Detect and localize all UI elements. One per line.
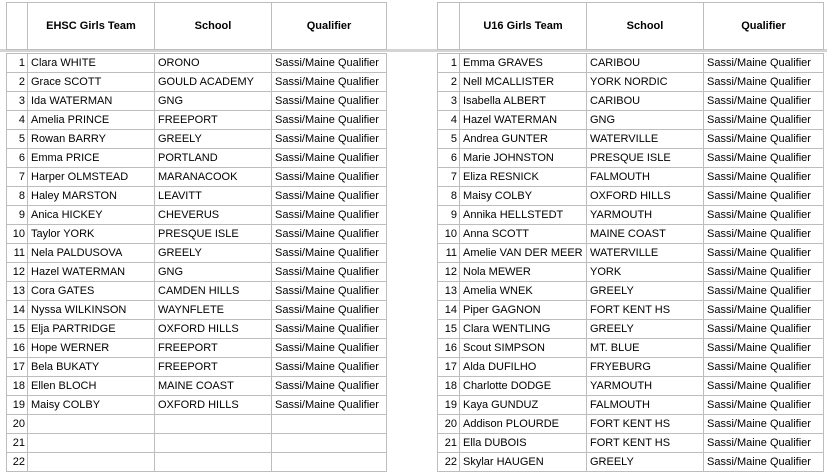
row-number[interactable]: 3 [438,92,460,111]
qualifier-cell[interactable]: Sassi/Maine Qualifier [704,168,824,187]
table-row [7,301,387,320]
table-row [7,73,387,92]
athlete-name-cell[interactable]: Ida WATERMAN [28,92,155,111]
school-cell[interactable]: GREELY [155,244,272,263]
school-cell[interactable]: GREELY [587,453,704,472]
row-number[interactable]: 14 [438,301,460,320]
row-number[interactable]: 1 [438,54,460,73]
qualifier-cell[interactable]: Sassi/Maine Qualifier [704,434,824,453]
row-number[interactable]: 16 [438,339,460,358]
athlete-name-cell[interactable]: Nell MCALLISTER [460,73,587,92]
table-row [7,225,387,244]
athlete-name-cell[interactable]: Hazel WATERMAN [28,263,155,282]
table-row [438,111,824,130]
athlete-name-cell[interactable]: Hope WERNER [28,339,155,358]
school-cell[interactable]: WATERVILLE [587,244,704,263]
table-row [7,415,387,434]
table-row [7,434,387,453]
school-cell[interactable]: CARIBOU [587,54,704,73]
school-cell[interactable]: FORT KENT HS [587,301,704,320]
school-cell[interactable]: MARANACOOK [155,168,272,187]
school-cell[interactable] [155,434,272,453]
row-number[interactable]: 17 [7,358,28,377]
row-number[interactable]: 20 [7,415,28,434]
table-row [7,149,387,168]
athlete-name-cell[interactable]: Anna SCOTT [460,225,587,244]
qualifier-cell[interactable]: Sassi/Maine Qualifier [704,301,824,320]
athlete-name-cell[interactable] [28,415,155,434]
header-row [7,3,387,50]
school-cell[interactable]: GREELY [155,130,272,149]
table-row [7,263,387,282]
qualifier-cell[interactable]: Sassi/Maine Qualifier [272,92,387,111]
row-number[interactable]: 15 [438,320,460,339]
row-number[interactable]: 21 [438,434,460,453]
row-number[interactable]: 3 [7,92,28,111]
school-cell[interactable]: CARIBOU [587,92,704,111]
qualifier-cell[interactable]: Sassi/Maine Qualifier [704,130,824,149]
qualifier-column-header[interactable]: Qualifier [704,3,824,50]
athlete-name-cell[interactable]: Nela PALDUSOVA [28,244,155,263]
row-number[interactable]: 16 [7,339,28,358]
athlete-name-cell[interactable]: Nyssa WILKINSON [28,301,155,320]
qualifier-cell[interactable]: Sassi/Maine Qualifier [704,377,824,396]
table-row [7,396,387,415]
athlete-name-cell[interactable]: Nola MEWER [460,263,587,282]
qualifier-cell[interactable]: Sassi/Maine Qualifier [272,54,387,73]
athlete-name-cell[interactable]: Skylar HAUGEN [460,453,587,472]
athlete-name-cell[interactable]: Piper GAGNON [460,301,587,320]
qualifier-cell[interactable]: Sassi/Maine Qualifier [704,358,824,377]
qualifier-cell[interactable]: Sassi/Maine Qualifier [704,111,824,130]
row-number[interactable]: 21 [7,434,28,453]
school-cell[interactable]: WATERVILLE [587,130,704,149]
team-column-header[interactable]: EHSC Girls Team [28,3,155,50]
table-row [438,282,824,301]
qualifier-cell[interactable]: Sassi/Maine Qualifier [704,187,824,206]
school-cell[interactable]: YARMOUTH [587,377,704,396]
row-number[interactable]: 5 [7,130,28,149]
qualifier-cell[interactable]: Sassi/Maine Qualifier [272,206,387,225]
table-row [438,415,824,434]
athlete-name-cell[interactable]: Amelie VAN DER MEER [460,244,587,263]
school-cell[interactable]: WAYNFLETE [155,301,272,320]
athlete-name-cell[interactable]: Kaya GUNDUZ [460,396,587,415]
qualifier-cell[interactable]: Sassi/Maine Qualifier [704,415,824,434]
qualifier-cell[interactable]: Sassi/Maine Qualifier [272,282,387,301]
school-cell[interactable]: MAINE COAST [587,225,704,244]
row-number[interactable]: 6 [438,149,460,168]
qualifier-column-header[interactable]: Qualifier [272,3,387,50]
row-number-header[interactable] [7,3,28,50]
table-row [7,187,387,206]
qualifier-cell[interactable]: Sassi/Maine Qualifier [272,396,387,415]
qualifier-cell[interactable]: Sassi/Maine Qualifier [272,358,387,377]
table-row [7,92,387,111]
row-number[interactable]: 18 [438,377,460,396]
table-row [7,282,387,301]
table-row [438,339,824,358]
athlete-name-cell[interactable]: Scout SIMPSON [460,339,587,358]
athlete-name-cell[interactable]: Eliza RESNICK [460,168,587,187]
athlete-name-cell[interactable]: Taylor YORK [28,225,155,244]
qualifier-cell[interactable]: Sassi/Maine Qualifier [704,453,824,472]
athlete-name-cell[interactable]: Amelia WNEK [460,282,587,301]
school-cell[interactable]: GREELY [587,282,704,301]
athlete-name-cell[interactable]: Anica HICKEY [28,206,155,225]
school-cell[interactable]: FORT KENT HS [587,415,704,434]
row-number[interactable]: 22 [438,453,460,472]
school-cell[interactable]: FORT KENT HS [587,434,704,453]
school-cell[interactable]: MAINE COAST [155,377,272,396]
row-number[interactable]: 14 [7,301,28,320]
school-cell[interactable]: FREEPORT [155,111,272,130]
school-cell[interactable]: FRYEBURG [587,358,704,377]
athlete-name-cell[interactable]: Clara WHITE [28,54,155,73]
table-row [438,301,824,320]
row-number[interactable]: 4 [438,111,460,130]
row-number[interactable]: 12 [7,263,28,282]
athlete-name-cell[interactable]: Marie JOHNSTON [460,149,587,168]
qualifier-cell[interactable]: Sassi/Maine Qualifier [704,396,824,415]
school-cell[interactable]: PRESQUE ISLE [155,225,272,244]
row-number[interactable]: 4 [7,111,28,130]
ehsc-girls-team-sheet [6,2,387,472]
row-number[interactable]: 9 [7,206,28,225]
qualifier-cell[interactable]: Sassi/Maine Qualifier [704,225,824,244]
qualifier-cell[interactable]: Sassi/Maine Qualifier [272,320,387,339]
school-cell[interactable]: YORK [587,263,704,282]
row-number[interactable]: 15 [7,320,28,339]
qualifier-cell[interactable]: Sassi/Maine Qualifier [272,73,387,92]
table-row [7,244,387,263]
school-cell[interactable]: PRESQUE ISLE [587,149,704,168]
row-number[interactable]: 8 [438,187,460,206]
table-row [7,453,387,472]
u16-girls-team-rows [438,54,824,472]
table-row [438,453,824,472]
row-number[interactable]: 1 [7,54,28,73]
athlete-name-cell[interactable]: Elja PARTRIDGE [28,320,155,339]
table-row [438,396,824,415]
athlete-name-cell[interactable]: Maisy COLBY [460,187,587,206]
school-cell[interactable] [155,453,272,472]
qualifier-cell[interactable] [272,415,387,434]
school-column-header[interactable]: School [587,3,704,50]
school-cell[interactable]: PORTLAND [155,149,272,168]
u16-girls-team-sheet [437,2,824,472]
qualifier-cell[interactable] [272,434,387,453]
row-number[interactable]: 10 [438,225,460,244]
table-row [7,320,387,339]
athlete-name-cell[interactable]: Charlotte DODGE [460,377,587,396]
table-row [7,54,387,73]
athlete-name-cell[interactable]: Emma PRICE [28,149,155,168]
table-row [438,434,824,453]
athlete-name-cell[interactable]: Alda DUFILHO [460,358,587,377]
row-number[interactable]: 11 [438,244,460,263]
school-cell[interactable]: OXFORD HILLS [155,396,272,415]
athlete-name-cell[interactable]: Clara WENTLING [460,320,587,339]
table-row [7,206,387,225]
athlete-name-cell[interactable]: Addison PLOURDE [460,415,587,434]
table-row [438,225,824,244]
school-cell[interactable]: GOULD ACADEMY [155,73,272,92]
row-number[interactable]: 12 [438,263,460,282]
qualifier-cell[interactable]: Sassi/Maine Qualifier [272,339,387,358]
row-number[interactable]: 20 [438,415,460,434]
school-cell[interactable]: CHEVERUS [155,206,272,225]
qualifier-cell[interactable]: Sassi/Maine Qualifier [704,263,824,282]
row-number[interactable]: 7 [438,168,460,187]
table-row [7,339,387,358]
qualifier-cell[interactable]: Sassi/Maine Qualifier [704,92,824,111]
school-cell[interactable]: FREEPORT [155,358,272,377]
athlete-name-cell[interactable] [28,434,155,453]
qualifier-cell[interactable]: Sassi/Maine Qualifier [704,282,824,301]
row-number-header[interactable] [438,3,460,50]
athlete-name-cell[interactable]: Hazel WATERMAN [460,111,587,130]
qualifier-cell[interactable]: Sassi/Maine Qualifier [704,339,824,358]
athlete-name-cell[interactable]: Harper OLMSTEAD [28,168,155,187]
row-number[interactable]: 13 [7,282,28,301]
qualifier-cell[interactable]: Sassi/Maine Qualifier [704,149,824,168]
qualifier-cell[interactable]: Sassi/Maine Qualifier [272,111,387,130]
athlete-name-cell[interactable]: Rowan BARRY [28,130,155,149]
qualifier-cell[interactable]: Sassi/Maine Qualifier [272,225,387,244]
row-number[interactable]: 2 [438,73,460,92]
qualifier-cell[interactable]: Sassi/Maine Qualifier [272,187,387,206]
table-row [438,377,824,396]
school-cell[interactable]: FALMOUTH [587,396,704,415]
table-row [438,149,824,168]
row-number[interactable]: 19 [438,396,460,415]
row-number[interactable]: 8 [7,187,28,206]
row-number[interactable]: 2 [7,73,28,92]
athlete-name-cell[interactable]: Haley MARSTON [28,187,155,206]
school-cell[interactable]: GREELY [587,320,704,339]
header-row [438,3,824,50]
school-cell[interactable]: GNG [155,263,272,282]
athlete-name-cell[interactable]: Ellen BLOCH [28,377,155,396]
school-cell[interactable]: CAMDEN HILLS [155,282,272,301]
athlete-name-cell[interactable]: Grace SCOTT [28,73,155,92]
athlete-name-cell[interactable]: Emma GRAVES [460,54,587,73]
row-number[interactable]: 17 [438,358,460,377]
row-number[interactable]: 6 [7,149,28,168]
qualifier-cell[interactable] [272,453,387,472]
school-cell[interactable]: ORONO [155,54,272,73]
athlete-name-cell[interactable]: Bela BUKATY [28,358,155,377]
qualifier-cell[interactable]: Sassi/Maine Qualifier [272,377,387,396]
athlete-name-cell[interactable]: Annika HELLSTEDT [460,206,587,225]
row-number[interactable]: 9 [438,206,460,225]
school-cell[interactable]: YORK NORDIC [587,73,704,92]
qualifier-cell[interactable]: Sassi/Maine Qualifier [704,320,824,339]
table-row [438,54,824,73]
qualifier-cell[interactable]: Sassi/Maine Qualifier [272,301,387,320]
row-number[interactable]: 11 [7,244,28,263]
row-number[interactable]: 22 [7,453,28,472]
table-row [7,111,387,130]
athlete-name-cell[interactable]: Amelia PRINCE [28,111,155,130]
table-row [7,130,387,149]
qualifier-cell[interactable]: Sassi/Maine Qualifier [272,168,387,187]
team-column-header[interactable]: U16 Girls Team [460,3,587,50]
qualifier-cell[interactable]: Sassi/Maine Qualifier [704,73,824,92]
school-cell[interactable] [155,415,272,434]
school-cell[interactable]: LEAVITT [155,187,272,206]
u16-girls-team-table [437,2,824,472]
athlete-name-cell[interactable] [28,453,155,472]
qualifier-cell[interactable]: Sassi/Maine Qualifier [704,244,824,263]
qualifier-cell[interactable]: Sassi/Maine Qualifier [272,149,387,168]
qualifier-cell[interactable]: Sassi/Maine Qualifier [272,263,387,282]
table-row [438,244,824,263]
table-row [438,92,824,111]
table-row [438,358,824,377]
table-row [438,187,824,206]
ehsc-girls-team-rows [7,54,387,472]
qualifier-cell[interactable]: Sassi/Maine Qualifier [704,54,824,73]
ehsc-girls-team-table [6,2,387,472]
table-row [7,168,387,187]
row-number[interactable]: 10 [7,225,28,244]
school-column-header[interactable]: School [155,3,272,50]
qualifier-cell[interactable]: Sassi/Maine Qualifier [272,244,387,263]
row-number[interactable]: 19 [7,396,28,415]
school-cell[interactable]: FREEPORT [155,339,272,358]
table-row [7,358,387,377]
row-number[interactable]: 18 [7,377,28,396]
athlete-name-cell[interactable]: Ella DUBOIS [460,434,587,453]
school-cell[interactable]: GNG [587,111,704,130]
athlete-name-cell[interactable]: Maisy COLBY [28,396,155,415]
table-row [438,168,824,187]
athlete-name-cell[interactable]: Cora GATES [28,282,155,301]
table-row [7,377,387,396]
table-row [438,206,824,225]
qualifier-cell[interactable]: Sassi/Maine Qualifier [272,130,387,149]
athlete-name-cell[interactable]: Andrea GUNTER [460,130,587,149]
school-cell[interactable]: MT. BLUE [587,339,704,358]
row-number[interactable]: 13 [438,282,460,301]
school-cell[interactable]: OXFORD HILLS [587,187,704,206]
row-number[interactable]: 5 [438,130,460,149]
school-cell[interactable]: OXFORD HILLS [155,320,272,339]
table-row [438,263,824,282]
table-row [438,73,824,92]
row-number[interactable]: 7 [7,168,28,187]
qualifier-cell[interactable]: Sassi/Maine Qualifier [704,206,824,225]
table-row [438,130,824,149]
table-row [438,320,824,339]
school-cell[interactable]: GNG [155,92,272,111]
athlete-name-cell[interactable]: Isabella ALBERT [460,92,587,111]
school-cell[interactable]: FALMOUTH [587,168,704,187]
school-cell[interactable]: YARMOUTH [587,206,704,225]
